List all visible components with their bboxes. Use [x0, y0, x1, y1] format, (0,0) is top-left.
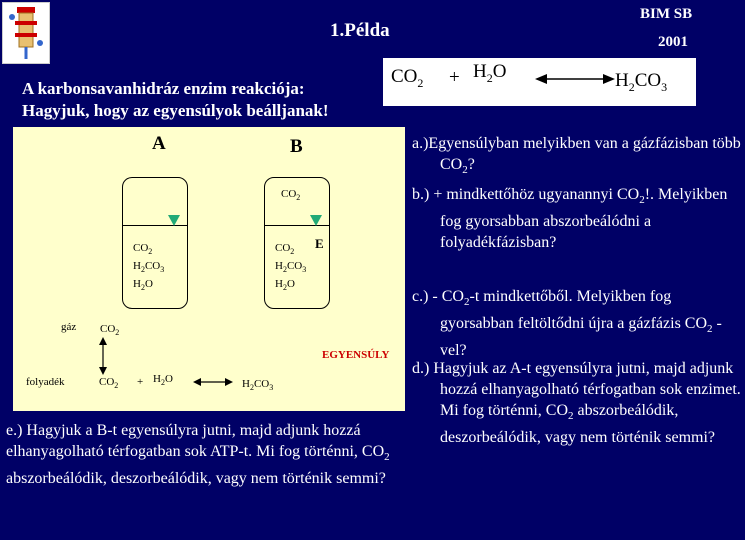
- vessel-b-contents: $CO_2$ $H_2CO_3$ $H_2O$: [275, 242, 307, 293]
- liquid-equilibrium-arrow-icon: [193, 377, 233, 387]
- liquid-h2o: $H_2O$: [153, 373, 173, 388]
- diagram-panel: [13, 127, 405, 411]
- vessel-b: [264, 177, 330, 309]
- question-b: b.) + mindkettőhöz ugyanannyi $CO_2$!. Melyikben fog gyorsabban abszorbeálódni a folyadékfázisban?: [412, 186, 728, 252]
- gas-co2: $CO_2$: [100, 323, 120, 338]
- vessel-b-label: B: [290, 136, 303, 157]
- eq-h2o: $H_2O$: [473, 61, 507, 85]
- vertical-equilibrium-arrow-icon: [97, 337, 109, 375]
- logo: [2, 2, 50, 64]
- year-label: 2001: [658, 34, 688, 50]
- liquid-phase-label: folyadék: [26, 376, 65, 388]
- vessel-b-gas: $CO_2$: [281, 188, 301, 203]
- vessel-a-contents: $CO_2$ $H_2CO_3$ $H_2O$: [133, 242, 165, 293]
- question-a: a.)Egyensúlyban melyikben van a gázfázisban több $CO_2$?: [412, 135, 741, 177]
- equilibrium-arrow-icon: [535, 72, 615, 86]
- reaction-equation-box: [383, 58, 696, 106]
- vessel-a-level-marker-icon: [168, 215, 180, 226]
- equilibrium-label: EGYENSÚLY: [322, 349, 390, 361]
- vessel-a: [122, 177, 188, 309]
- eq-plus: +: [449, 67, 460, 88]
- vessel-b-level-marker-icon: [310, 215, 322, 226]
- org-label: BIM SB: [640, 6, 693, 22]
- header-line-2: Hagyjuk, hogy az egyensúlyok beálljanak!: [22, 101, 329, 120]
- vessel-a-label: A: [152, 133, 166, 154]
- question-e: e.) Hagyjuk a B-t egyensúlyra jutni, majd adjunk hozzá elhanyagolható térfogatban sok ATP-t. Mi fog történni, $CO_2$ abszorbeálódik, deszorbeálódik, vagy nem történik semmi?: [6, 422, 390, 488]
- liquid-plus: +: [137, 376, 144, 388]
- question-c: $c.) - CO_2-t$ mindkettőből. Melyikben fog gyorsabban feltöltődni újra a gázfázis $CO_2$ -vel?: [412, 288, 722, 360]
- eq-h2co3: $H_2CO_3$: [615, 70, 668, 94]
- eq-co2: $CO_2$: [391, 66, 424, 90]
- liquid-co2: $CO_2$: [99, 376, 119, 391]
- slide-header: [22, 78, 329, 122]
- question-d: d.) Hagyjuk az A-t egyensúlyra jutni, majd adjunk hozzá elhanyagolható térfogatban sok enzimet. Mi fog történni, $CO_2$ abszorbeálódik, deszorbeálódik, vagy nem történik semmi?: [412, 360, 741, 447]
- page-title: 1.Példa: [330, 20, 390, 41]
- gas-phase-label: gáz: [61, 321, 77, 333]
- enzyme-label: E: [315, 236, 324, 251]
- header-line-1: A karbonsavanhidráz enzim reakciója:: [22, 79, 305, 98]
- liquid-h2co3: $H_2CO_3$: [242, 378, 274, 393]
